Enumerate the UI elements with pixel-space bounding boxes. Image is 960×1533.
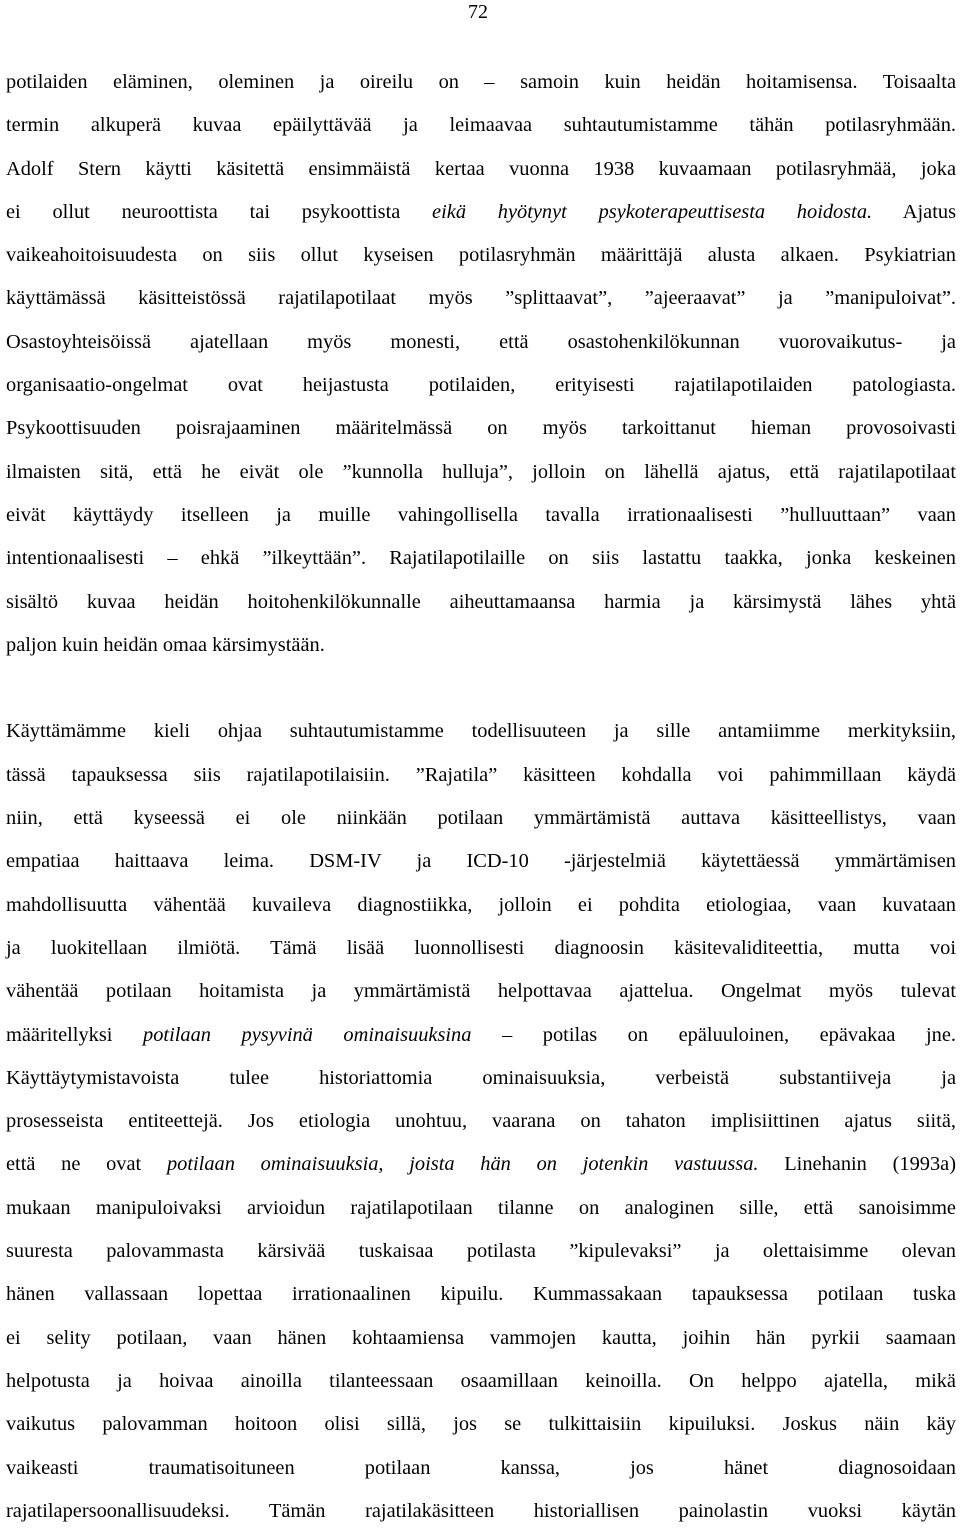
- document-body: [6, 61, 956, 1533]
- text-line: tässä tapauksessa siis rajatilapotilaisiin. ”Rajatila” käsitteen kohdalla voi pahimmillaan käydä: [6, 763, 956, 786]
- italic-text-run: eikä hyötynyt psykoterapeuttisesta hoidosta.: [432, 200, 873, 223]
- text-line: vähentää potilaan hoitamista ja ymmärtämistä helpottavaa ajattelua. Ongelmat myös tulevat: [6, 980, 956, 1003]
- text-line: Käyttämämme kieli ohjaa suhtautumistamme todellisuuteen ja sille antamiimme merkityksiin,: [6, 720, 956, 743]
- text-line: Osastoyhteisöissä ajatellaan myös monesti, että osastohenkilökunnan vuorovaikutus- ja: [6, 330, 956, 353]
- paragraph-2: [6, 710, 956, 1533]
- text-line: vaikutus palovamman hoitoon olisi sillä, jos se tulkittaisiin kipuiluksi. Joskus näin käy: [6, 1413, 956, 1436]
- text-line: mukaan manipuloivaksi arvioidun rajatilapotilaan tilanne on analoginen sille, että sanoisimme: [6, 1196, 956, 1219]
- text-line: [6, 191, 956, 234]
- text-line: Adolf Stern käytti käsitettä ensimmäistä kertaa vuonna 1938 kuvaamaan potilasryhmää, joka: [6, 157, 956, 180]
- text-run: Linehanin (1993a): [758, 1153, 957, 1176]
- text-line: sisältö kuvaa heidän hoitohenkilökunnalle aiheuttamaansa harmia ja kärsimystä lähes yhtä: [6, 590, 956, 613]
- text-line: vaikeasti traumatisoituneen potilaan kanssa, jos hänet diagnosoidaan: [6, 1456, 956, 1479]
- text-run: määritellyksi: [6, 1023, 144, 1046]
- text-line: organisaatio-ongelmat ovat heijastusta potilaiden, erityisesti rajatilapotilaiden patologiasta.: [6, 374, 956, 397]
- text-line: eivät käyttäydy itselleen ja muille vahingollisella tavalla irrationaalisesti ”hulluuttaan” vaan: [6, 503, 956, 526]
- text-run: – potilas on epäluuloinen, epävakaa jne.: [471, 1023, 956, 1046]
- text-line: [6, 1014, 956, 1057]
- text-line: empatiaa haittaava leima. DSM-IV ja ICD-10 -järjestelmiä käytettäessä ymmärtämisen: [6, 850, 956, 873]
- text-line: Käyttäytymistavoista tulee historiattomia ominaisuuksia, verbeistä substantiiveja ja: [6, 1066, 956, 1089]
- text-line: potilaiden eläminen, oleminen ja oireilu on – samoin kuin heidän hoitamisensa. Toisaalta: [6, 71, 956, 93]
- paragraph-1: [6, 61, 956, 667]
- text-run: ei ollut neuroottista tai psykoottista: [6, 200, 433, 223]
- text-line: helpotusta ja hoivaa ainoilla tilanteessaan osaamillaan keinoilla. On helppo ajatella, mikä: [6, 1369, 956, 1392]
- text-line: rajatilapersoonallisuudeksi. Tämän rajatilakäsitteen historiallisen painolastin vuoksi käytän: [6, 1499, 956, 1522]
- text-line: prosesseista entiteettejä. Jos etiologia unohtuu, vaarana on tahaton implisiittinen ajatus siitä,: [6, 1110, 956, 1133]
- italic-text-run: potilaan pysyvinä ominaisuuksina: [143, 1023, 472, 1046]
- text-line: vaikeahoitoisuudesta on siis ollut kyseisen potilasryhmän määrittäjä alusta alkaen. Psykiatrian: [6, 244, 956, 267]
- text-line: suuresta palovammasta kärsivää tuskaisaa potilasta ”kipulevaksi” ja olettaisimme olevan: [6, 1240, 956, 1263]
- text-line: ilmaisten sitä, että he eivät ole ”kunnolla hulluja”, jolloin on lähellä ajatus, että rajatilapotilaat: [6, 460, 956, 483]
- paragraph-gap: [6, 667, 956, 710]
- text-line: Psykoottisuuden poisrajaaminen määritelmässä on myös tarkoittanut hieman provosoivasti: [6, 417, 956, 440]
- text-line: ja luokitellaan ilmiötä. Tämä lisää luonnollisesti diagnoosin käsitevaliditeettia, mutta voi: [6, 936, 956, 959]
- text-line: intentionaalisesti – ehkä ”ilkeyttään”. Rajatilapotilaille on siis lastattu taakka, jonka keskeinen: [6, 547, 956, 570]
- text-line: mahdollisuutta vähentää kuvaileva diagnostiikka, jolloin ei pohdita etiologiaa, vaan kuvataan: [6, 893, 956, 916]
- text-line: käyttämässä käsitteistössä rajatilapotilaat myös ”splittaavat”, ”ajeeraavat” ja ”manipuloivat”.: [6, 287, 956, 310]
- text-line: niin, että kyseessä ei ole niinkään potilaan ymmärtämistä auttava käsitteellistys, vaan: [6, 807, 956, 830]
- italic-text-run: potilaan ominaisuuksia, joista hän on jotenkin vastuussa.: [166, 1153, 759, 1176]
- page-number: 72: [468, 1, 488, 23]
- text-line: ei selity potilaan, vaan hänen kohtaamiensa vammojen kautta, joihin hän pyrkii saamaan: [6, 1326, 956, 1349]
- text-line: hänen vallassaan lopettaa irrationaalinen kipuilu. Kummassakaan tapauksessa potilaan tuska: [6, 1283, 956, 1306]
- text-line: termin alkuperä kuvaa epäilyttävää ja leimaavaa suhtautumistamme tähän potilasryhmään.: [6, 114, 956, 137]
- text-line: paljon kuin heidän omaa kärsimystään.: [6, 633, 325, 656]
- text-line: [6, 1143, 956, 1186]
- text-run: Ajatus: [872, 200, 957, 223]
- text-run: että ne ovat: [6, 1153, 167, 1176]
